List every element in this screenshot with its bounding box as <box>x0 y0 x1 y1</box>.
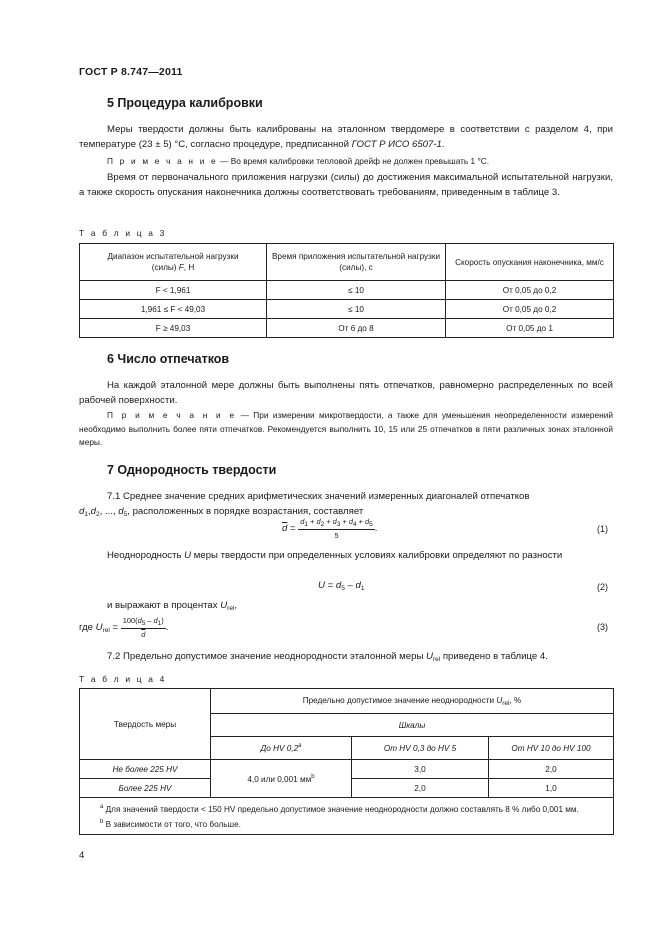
table-cell: F ≥ 49,03 <box>80 319 267 338</box>
table-cell: От 0,05 до 0,2 <box>446 300 614 319</box>
table-3-header-speed: Скорость опускания наконечника, мм/с <box>446 244 614 281</box>
table-3 <box>79 243 614 338</box>
table-cell: От 0,05 до 1 <box>446 319 614 338</box>
text: Меры твердости должны быть калиброваны на эталонном твердомере в соответствии с разделом 4, при температуре (23 ± 5) °С, согласно процедуре, предписанной <box>79 124 613 150</box>
note-label: П р и м е ч а н и е <box>107 156 218 166</box>
standard-reference: ГОСТ Р ИСО 6507-1 <box>351 139 442 150</box>
table-4-footnotes <box>80 798 614 835</box>
table-4-merged-cell: 4,0 или 0,001 $мм^b$ <box>211 760 352 798</box>
table-4-scale-1: До HV 0,2$^a$ <box>211 737 352 760</box>
percent-paragraph: и выражают в процентах $U_{rel}$, <box>107 600 238 612</box>
equation-3: где $U_{rel}$ = $\frac{100(d5 - d1)}{d}$ . <box>79 616 169 639</box>
table-cell: От 6 до 8 <box>267 319 446 338</box>
table-4-group-header: Предельно допустимое значение неоднородности $U_{rel}$, % <box>211 689 614 714</box>
table-cell: 3,0 <box>352 760 489 779</box>
document-header: ГОСТ Р 8.747—2011 <box>79 66 183 78</box>
note-label: П р и м е ч а н и е <box>107 410 237 420</box>
table-cell: ≤ 10 <box>267 300 446 319</box>
equation-2-number: (2) <box>597 582 608 592</box>
table-cell: Более 225 HV <box>80 779 211 798</box>
table-4-caption: Т а б л и ц а 4 <box>79 674 167 684</box>
table-cell: ≤ 10 <box>267 281 446 300</box>
section-6-title: 6 Число отпечатков <box>107 352 230 366</box>
equation-1: $\overline{d}$ = $\frac{d1 + d2 + d3 + d4 + d5}{5}$ . <box>282 517 378 540</box>
equation-3-number: (3) <box>597 622 608 632</box>
table-cell: 2,0 <box>489 760 614 779</box>
footnote-b: $^b$ В зависимости от того, что больше. <box>100 819 241 829</box>
text: расположенных в порядке возрастания, составляет <box>129 506 364 517</box>
table-cell: 1,0 <box>489 779 614 798</box>
table-cell: F < 1,961 <box>80 281 267 300</box>
section-5-paragraph-2: Время от первоначального приложения нагрузки (силы) до достижения максимальной испытательной нагрузки, а также скорость опускания наконечника должны соответствовать требованиям, приведенным в таблице 3. <box>79 172 613 198</box>
table-4 <box>79 688 614 835</box>
footnote-a: $^a$ Для значений твердости < 150 HV предельно допустимое значение неоднородности должно составлять 8 % либо 0,001 мм. <box>100 804 579 814</box>
section-5-title: 5 Процедура калибровки <box>107 96 263 110</box>
equation-1-number: (1) <box>597 524 608 534</box>
text: 4,0 или 0,001 мм <box>247 774 312 784</box>
text: В зависимости от того, что больше. <box>105 820 241 829</box>
text: . <box>441 139 445 150</box>
diagonal-variables: $d_1,d_2$, ..., $d_5$, расположенных в порядке возрастания, составляет <box>79 506 364 518</box>
table-cell: 2,0 <box>352 779 489 798</box>
section-6-note <box>79 409 613 450</box>
section-7-title: 7 Однородность твердости <box>107 463 277 477</box>
section-5-paragraph-1 <box>79 122 613 152</box>
section-6-paragraph: На каждой эталонной мере должны быть выполнены пять отпечатков, равномерно распределенных по всей рабочей поверхности. <box>79 380 613 406</box>
table-4-header-hardness: Твердость меры <box>80 689 211 760</box>
table-4-scale-3: От HV 10 до HV 100 <box>489 737 614 760</box>
uniformity-paragraph: Неоднородность U меры твердости при определенных условиях калибровки определяют по разности <box>107 550 563 561</box>
table-4-scales-header: Шкалы <box>211 714 614 737</box>
table-4-scale-2: От HV 0,3 до HV 5 <box>352 737 489 760</box>
section-7-2-paragraph: 7.2 Предельно допустимое значение неоднородности эталонной меры $U_{rel}$ приведено в таблице 4. <box>107 651 548 663</box>
section-5-note <box>107 155 613 169</box>
table-3-caption: Т а б л и ц а 3 <box>79 228 167 238</box>
table-cell: Не более 225 HV <box>80 760 211 779</box>
section-7-1-paragraph: 7.1 Среднее значение средних арифметических значений измеренных диагоналей отпечатков <box>107 491 530 502</box>
table-3-header-time: Время приложения испытательной нагрузки (силы), с <box>267 244 446 281</box>
note-text: — При измерении микротвердости, а также для уменьшения неопределенности измерений необходимо выполнить более пяти отпечатков. Рекомендуется выполнить 10, 15 или 25 отпечатков в пяти различных зонах эталонной меры. <box>79 410 613 447</box>
table-3-header-force-range: Диапазон испытательной нагрузки (силы) F, Н <box>80 244 267 281</box>
text: До HV 0,2 <box>260 744 299 753</box>
table-cell: От 0,05 до 0,2 <box>446 281 614 300</box>
page-number: 4 <box>79 850 85 861</box>
note-text: — Во время калибровки тепловой дрейф не должен превышать 1 °С. <box>217 156 490 166</box>
table-cell: 1,961 ≤ F < 49,03 <box>80 300 267 319</box>
equation-2: $U = d_5 - d_1$ <box>318 580 365 592</box>
text: Для значений твердости < 150 HV предельно допустимое значение неоднородности должно составлять 8 % либо 0,001 мм. <box>105 805 579 814</box>
